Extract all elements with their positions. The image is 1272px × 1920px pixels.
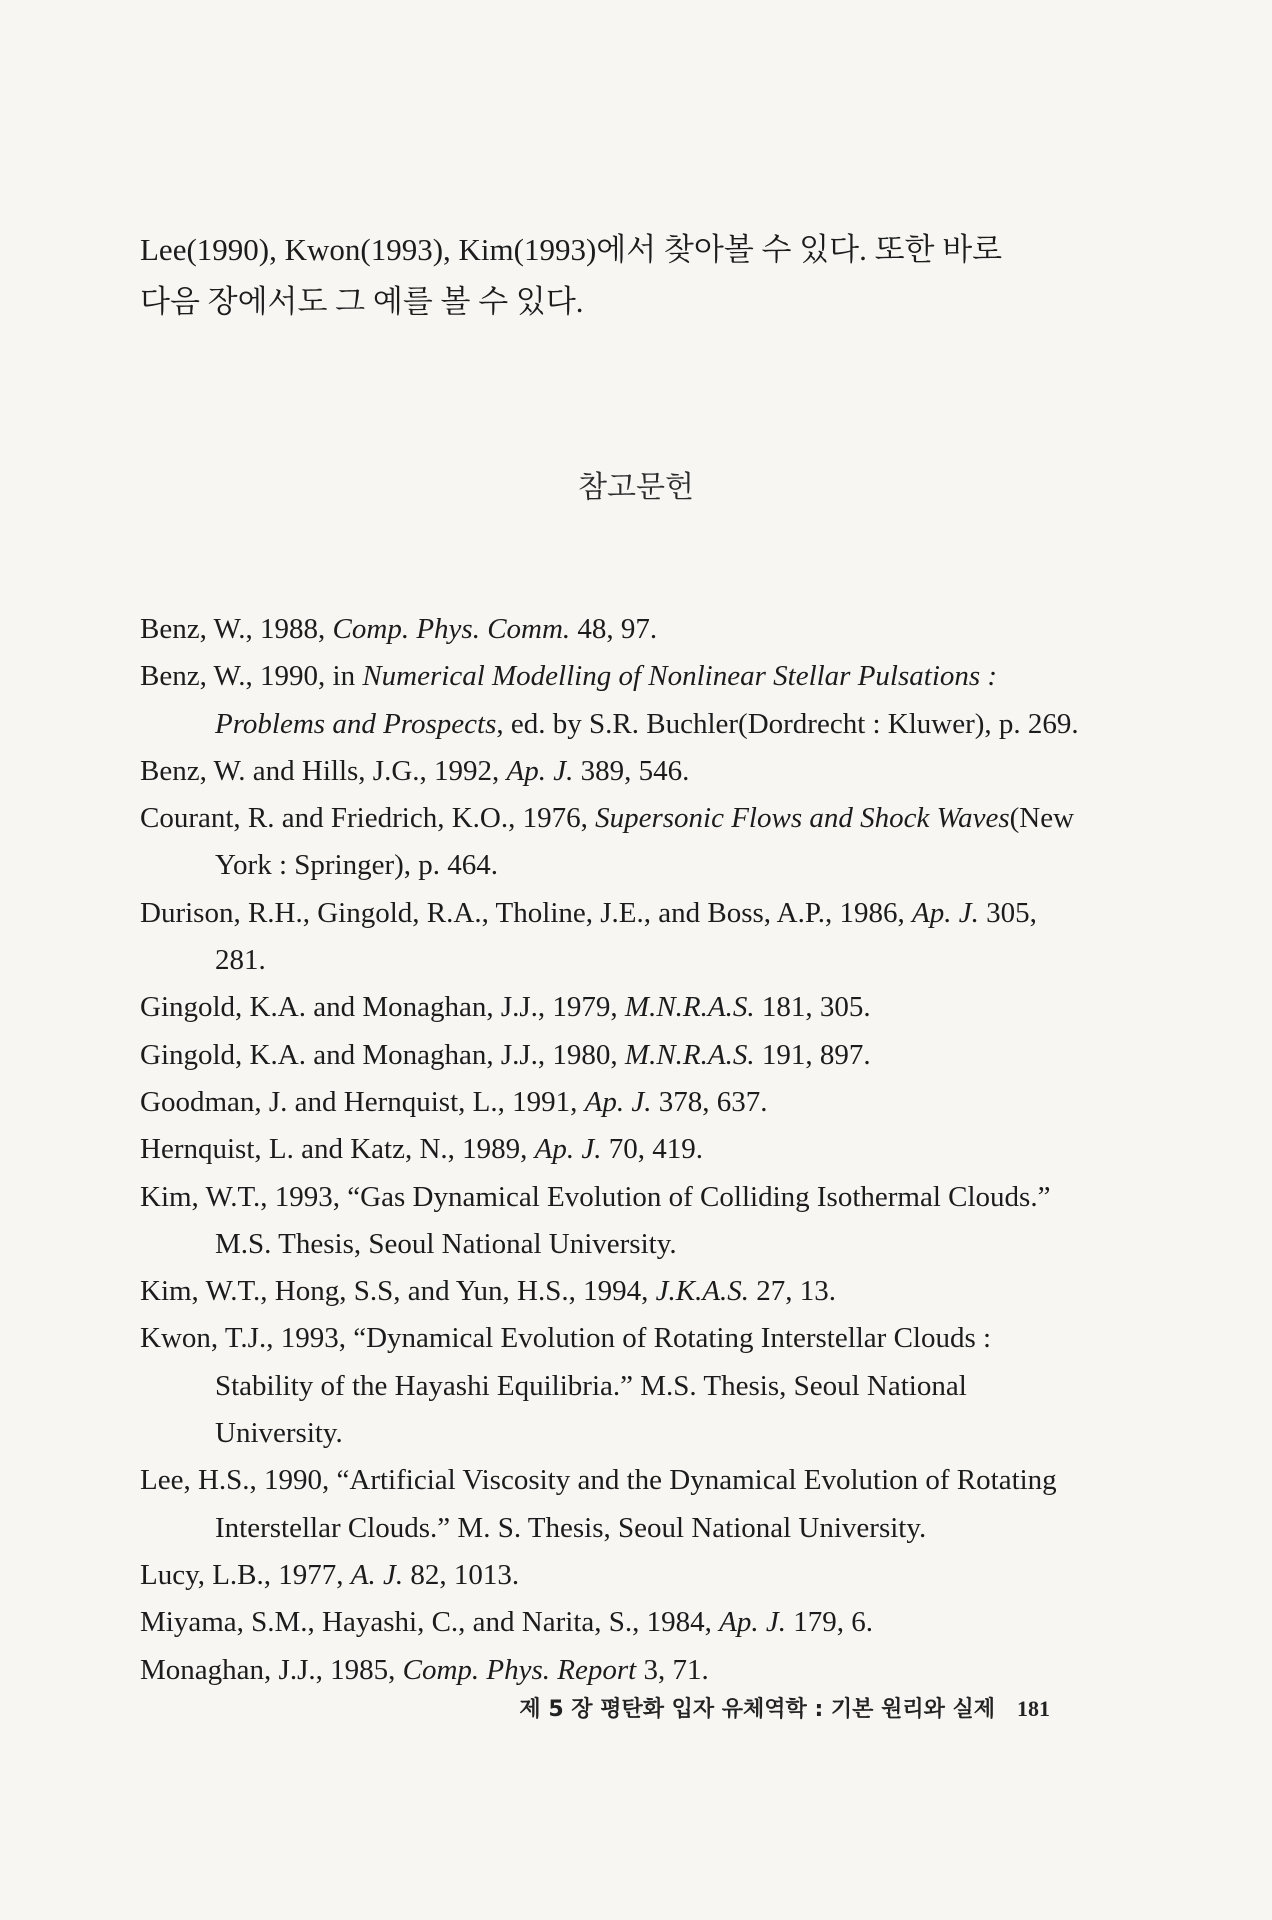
page-number: 181	[1017, 1696, 1050, 1721]
reference-text: Hernquist, L. and Katz, N., 1989,	[140, 1133, 535, 1166]
reference-text: Durison, R.H., Gingold, R.A., Tholine, J.E., and Boss, A.P., 1986,	[140, 896, 913, 929]
reference-text: Kwon, T.J., 1993, “Dynamical Evolution of Rotating Interstellar Clouds : Stability of the Hayashi Equilibria.” M.S. Thesis, Seoul National University.	[140, 1322, 992, 1450]
intro-line-1: Lee(1990), Kwon(1993), Kim(1993)에서 찾아볼 수 있다. 또한 바로	[140, 232, 1003, 267]
reference-entry	[140, 1647, 1080, 1694]
reference-text: Gingold, K.A. and Monaghan, J.J., 1980,	[140, 1038, 625, 1071]
reference-source: Ap. J.	[534, 1133, 602, 1166]
reference-entry	[140, 795, 1080, 890]
reference-volume-pages: 389, 546.	[573, 754, 690, 787]
reference-text: Benz, W., 1990, in	[140, 660, 363, 693]
reference-text: Benz, W. and Hills, J.G., 1992,	[140, 754, 507, 787]
reference-volume-pages: 27, 13.	[749, 1275, 837, 1308]
reference-text: Lee, H.S., 1990, “Artificial Viscosity and the Dynamical Evolution of Rotating Interstellar Clouds.” M. S. Thesis, Seoul National University.	[140, 1464, 1057, 1544]
reference-entry	[140, 606, 1080, 653]
reference-text: Courant, R. and Friedrich, K.O., 1976,	[140, 802, 596, 835]
reference-source: Comp. Phys. Comm.	[332, 613, 571, 645]
reference-entry	[140, 890, 1080, 985]
reference-text: Miyama, S.M., Hayashi, C., and Narita, S., 1984,	[140, 1606, 720, 1639]
reference-source: Ap. J.	[506, 754, 574, 787]
reference-volume-pages: 82, 1013.	[403, 1558, 520, 1591]
reference-entry	[140, 1457, 1080, 1552]
reference-source: Ap. J.	[584, 1085, 652, 1118]
reference-entry	[140, 1174, 1080, 1269]
reference-volume-pages: 48, 97.	[570, 613, 658, 645]
reference-volume-pages: 179, 6.	[785, 1606, 873, 1639]
reference-source: M.N.R.A.S.	[624, 991, 755, 1024]
reference-volume-pages: , ed. by S.R. Buchler(Dordrecht : Kluwer), p. 269.	[496, 707, 1079, 740]
reference-volume-pages: 305, 281.	[215, 896, 1037, 977]
reference-source: Numerical Modelling of Nonlinear Stellar Pulsations : Problems and Prospects	[215, 660, 998, 740]
intro-paragraph	[140, 224, 1140, 328]
reference-entry	[140, 1599, 1080, 1646]
reference-volume-pages: (New York : Springer), p. 464.	[215, 802, 1075, 882]
reference-volume-pages: 181, 305.	[754, 991, 871, 1024]
section-title: 참고문헌	[578, 470, 694, 505]
reference-text: Kim, W.T., Hong, S.S, and Yun, H.S., 1994,	[140, 1275, 656, 1308]
reference-text: Monaghan, J.J., 1985,	[140, 1653, 403, 1686]
reference-text: Benz, W., 1988,	[140, 613, 333, 645]
reference-source: Ap. J.	[912, 896, 979, 929]
reference-entry	[140, 653, 1080, 748]
reference-text: Goodman, J. and Hernquist, L., 1991,	[140, 1085, 585, 1118]
reference-entry	[140, 1315, 1080, 1457]
reference-volume-pages: 191, 897.	[754, 1038, 871, 1071]
reference-volume-pages: 3, 71.	[636, 1653, 709, 1686]
reference-source: A. J.	[350, 1558, 404, 1591]
reference-entry	[140, 984, 1080, 1031]
reference-source: J.K.A.S.	[655, 1275, 750, 1308]
reference-entry	[140, 748, 1080, 795]
reference-source: Comp. Phys. Report	[402, 1653, 637, 1686]
reference-entry	[140, 1032, 1080, 1079]
reference-volume-pages: 378, 637.	[651, 1085, 768, 1118]
reference-entry	[140, 1079, 1080, 1126]
reference-text: Gingold, K.A. and Monaghan, J.J., 1979,	[140, 991, 625, 1024]
reference-entry	[140, 1126, 1080, 1173]
reference-source: M.N.R.A.S.	[624, 1038, 755, 1071]
intro-line-2: 다음 장에서도 그 예를 볼 수 있다.	[140, 284, 584, 319]
reference-list	[140, 606, 1080, 1694]
page-footer	[0, 1692, 1050, 1723]
reference-source: Ap. J.	[719, 1606, 786, 1639]
reference-volume-pages: 70, 419.	[601, 1133, 703, 1166]
reference-entry	[140, 1268, 1080, 1315]
reference-source: Supersonic Flows and Shock Waves	[595, 802, 1010, 835]
reference-entry	[140, 1552, 1080, 1599]
running-chapter-title: 제 5 장 평탄화 입자 유체역학 : 기본 원리와 실제	[519, 1697, 995, 1722]
reference-text: Lucy, L.B., 1977,	[140, 1558, 351, 1591]
reference-text: Kim, W.T., 1993, “Gas Dynamical Evolution of Colliding Isothermal Clouds.” M.S. Thesis, Seoul National University.	[140, 1180, 1051, 1260]
